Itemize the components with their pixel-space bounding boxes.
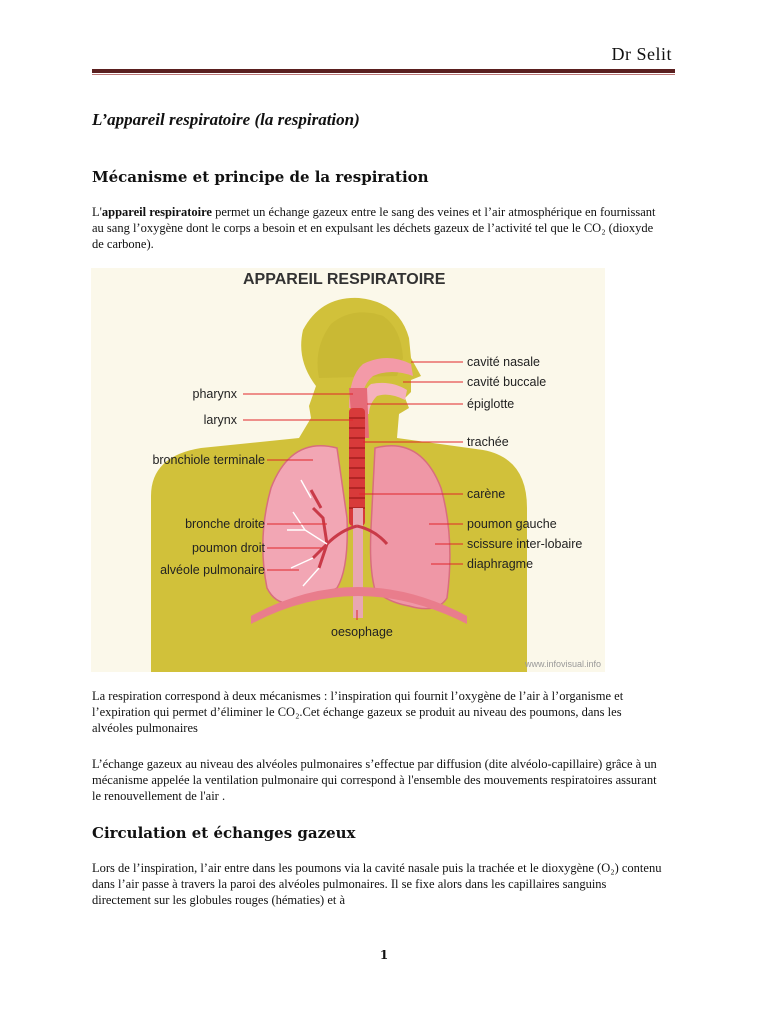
section-heading-circulation: Circulation et échanges gazeux xyxy=(92,824,356,842)
label-oesophage: oesophage xyxy=(331,625,393,639)
header-author: Dr Selit xyxy=(611,44,672,64)
section-heading-mecanisme: Mécanisme et principe de la respiration xyxy=(92,168,429,186)
paragraph-circulation: Lors de l’inspiration, l’air entre dans les poumons via la cavité nasale puis la trachée et le dioxygène (O₂) contenu dans l’air passe à travers la paroi des alvéoles pulmonaires. Il se fixe alors dans les capillaires sanguins directement sur les globules rouges (hématies) et à xyxy=(92,861,662,907)
label-pharynx: pharynx xyxy=(192,387,237,401)
header-rule-thin xyxy=(92,74,675,75)
esophagus xyxy=(353,508,363,618)
label-carene: carène xyxy=(467,487,506,501)
intro-rest: permet un échange gazeux entre le sang des veines et l’air atmosphérique en fournissant au sang l’oxygène dont le corps a besoin et en expulsant les déchets gazeux de l’activité tel que le CO₂ (dioxyde de carbone). xyxy=(92,205,656,251)
label-poumon-droit: poumon droit xyxy=(192,541,265,555)
label-larynx: larynx xyxy=(203,413,237,427)
label-poumon-gauche: poumon gauche xyxy=(467,517,557,531)
intro-paragraph xyxy=(92,204,662,252)
intro-prefix: L' xyxy=(92,205,102,219)
label-bronche-droite: bronche droite xyxy=(185,517,265,531)
figure-watermark: www.infovisual.info xyxy=(524,659,601,669)
label-trachee: trachée xyxy=(467,435,509,449)
paragraph-respiration-mechanisms: La respiration correspond à deux mécanismes : l’inspiration qui fournit l’oxygène de l’air à l’organisme et l’expiration qui permet d’éliminer le CO₂.Cet échange gazeux se produit au niveau des poumons, dans les alvéoles pulmonaires xyxy=(92,689,624,735)
label-bronchiole-terminale: bronchiole terminale xyxy=(152,453,265,467)
label-alveole-pulmonaire: alvéole pulmonaire xyxy=(160,563,265,577)
label-scissure-inter-lobaire: scissure inter-lobaire xyxy=(467,537,583,551)
page-number: 1 xyxy=(379,948,389,962)
label-epiglotte: épiglotte xyxy=(467,397,515,411)
figure-title: APPAREIL RESPIRATOIRE xyxy=(243,271,446,288)
respiratory-system-figure xyxy=(91,268,605,672)
label-cavite-nasale: cavité nasale xyxy=(467,355,540,369)
respiratory-diagram xyxy=(91,268,605,672)
paragraph-gas-exchange: L’échange gazeux au niveau des alvéoles pulmonaires s’effectue par diffusion (dite alvéolo-capillaire) grâce à un mécanisme appelée la ventilation pulmonaire qui correspond à l'ensemble des mouvements respiratoires assurant le renouvellement de l'air . xyxy=(92,757,657,803)
label-cavite-buccale: cavité buccale xyxy=(467,375,547,389)
header-rule xyxy=(92,69,675,73)
label-diaphragme: diaphragme xyxy=(467,557,534,571)
intro-bold-term: appareil respiratoire xyxy=(101,205,212,219)
document-title: L’appareil respiratoire (la respiration) xyxy=(92,110,360,129)
